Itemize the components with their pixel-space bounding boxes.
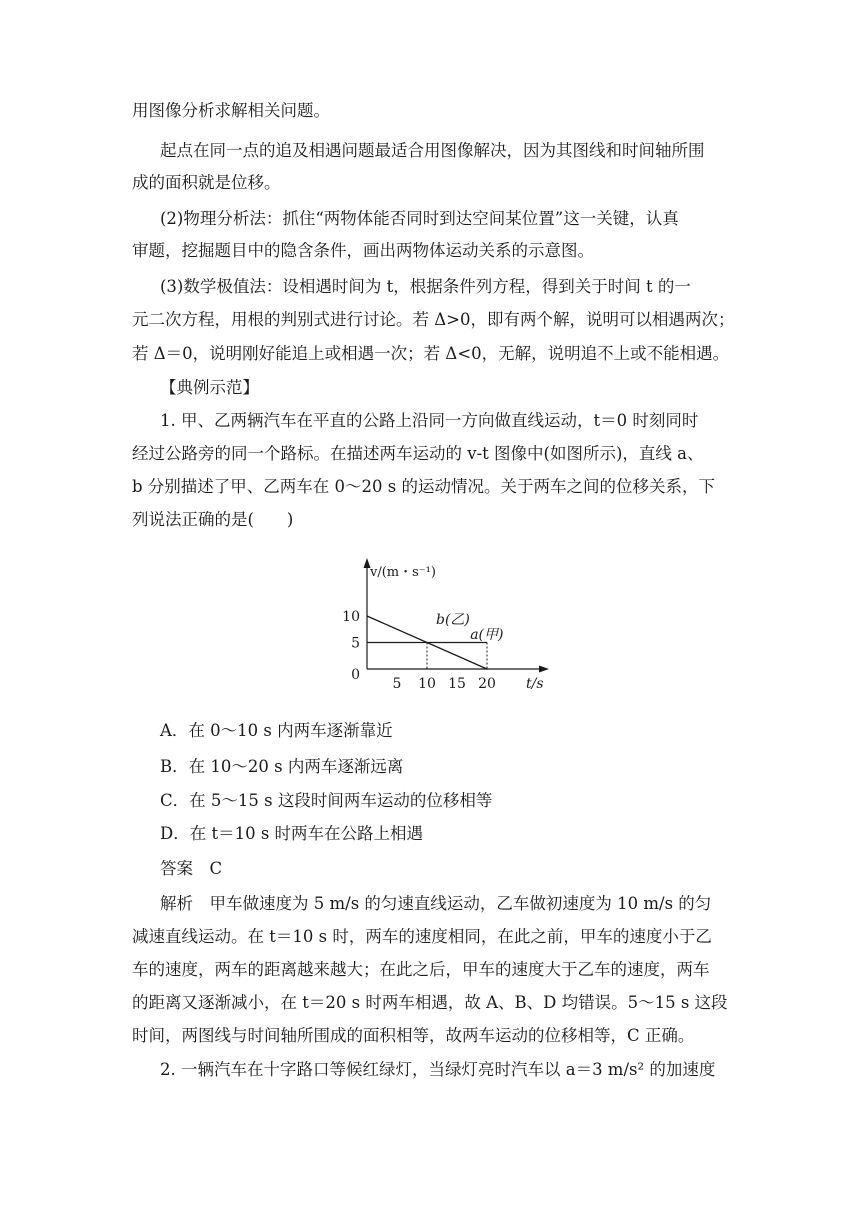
question-text: b 分别描述了甲、乙两车在 0～20 s 的运动情况。关于两车之间的位移关系，下 bbox=[132, 477, 716, 496]
text-line: 若 Δ＝0，说明刚好能追上或相遇一次；若 Δ<0，无解，说明追不上或不能相遇。 bbox=[132, 344, 730, 363]
question-text: 1. 甲、乙两辆汽车在平直的公路上沿同一方向做直线运动，t＝0 时刻同时 bbox=[160, 411, 699, 430]
y-tick-label: 5 bbox=[351, 635, 360, 652]
text-line: (2)物理分析法：抓住“两物体能否同时到达空间某位置”这一关键，认真 bbox=[160, 209, 679, 228]
section-heading: 【典例示范】 bbox=[160, 378, 259, 397]
analysis-line: 解析 甲车做速度为 5 m/s 的匀速直线运动，乙车做初速度为 10 m/s 的匀 bbox=[160, 894, 712, 913]
text-line: 用图像分析求解相关问题。 bbox=[132, 101, 330, 120]
y-axis-label: v/(m・s⁻¹) bbox=[370, 565, 436, 580]
text-line: (3)数学极值法：设相遇时间为 t，根据条件列方程，得到关于时间 t 的一 bbox=[160, 277, 691, 296]
x-tick-label: 20 bbox=[478, 676, 496, 692]
option-b: B．在 10～20 s 内两车逐渐远离 bbox=[160, 757, 404, 776]
series-label-b: b(乙) bbox=[436, 611, 470, 628]
x-axis-label: t/s bbox=[526, 676, 544, 692]
question-2-text: 2. 一辆汽车在十字路口等候红绿灯，当绿灯亮时汽车以 a＝3 m/s² 的加速度 bbox=[160, 1060, 716, 1079]
vt-chart bbox=[330, 545, 565, 705]
analysis-line: 减速直线运动。在 t＝10 s 时，两车的速度相同，在此之前，甲车的速度小于乙 bbox=[132, 927, 712, 946]
x-tick-label: 15 bbox=[448, 676, 466, 692]
question-text: 列说法正确的是( ) bbox=[132, 510, 294, 529]
text-line: 成的面积就是位移。 bbox=[132, 173, 281, 192]
y-tick-label: 10 bbox=[342, 609, 360, 625]
x-tick-label: 5 bbox=[392, 676, 402, 692]
option-a: A．在 0～10 s 内两车逐渐靠近 bbox=[160, 721, 393, 740]
text-line: 元二次方程，用根的判别式进行讨论。若 Δ>0，即有两个解，说明可以相遇两次； bbox=[132, 310, 735, 329]
x-axis-arrow bbox=[539, 666, 549, 673]
option-c: C．在 5～15 s 这段时间两车运动的位移相等 bbox=[160, 791, 493, 810]
x-tick-label: 10 bbox=[418, 676, 436, 692]
analysis-line: 车的速度，两车的距离越来越大；在此之后，甲车的速度大于乙车的速度，两车 bbox=[132, 960, 710, 979]
text-line: 审题，挖掘题目中的隐含条件，画出两物体运动关系的示意图。 bbox=[132, 241, 594, 260]
answer: 答案 C bbox=[160, 859, 223, 878]
text-line: 起点在同一点的追及相遇问题最适合用图像解决，因为其图线和时间轴所围 bbox=[160, 141, 705, 160]
option-d: D．在 t＝10 s 时两车在公路上相遇 bbox=[160, 824, 424, 843]
analysis-line: 的距离又逐渐减小，在 t＝20 s 时两车相遇，故 A、B、D 均错误。5～15 s 这段 bbox=[132, 993, 728, 1012]
series-label-a: a(甲) bbox=[470, 626, 504, 643]
question-text: 经过公路旁的同一个路标。在描述两车运动的 v-t 图像中(如图所示)，直线 a、 bbox=[132, 444, 704, 463]
vt-chart-svg bbox=[330, 545, 565, 705]
y-tick-label: 0 bbox=[351, 667, 360, 683]
analysis-line: 时间，两图线与时间轴所围成的面积相等，故两车运动的位移相等，C 正确。 bbox=[132, 1026, 695, 1045]
